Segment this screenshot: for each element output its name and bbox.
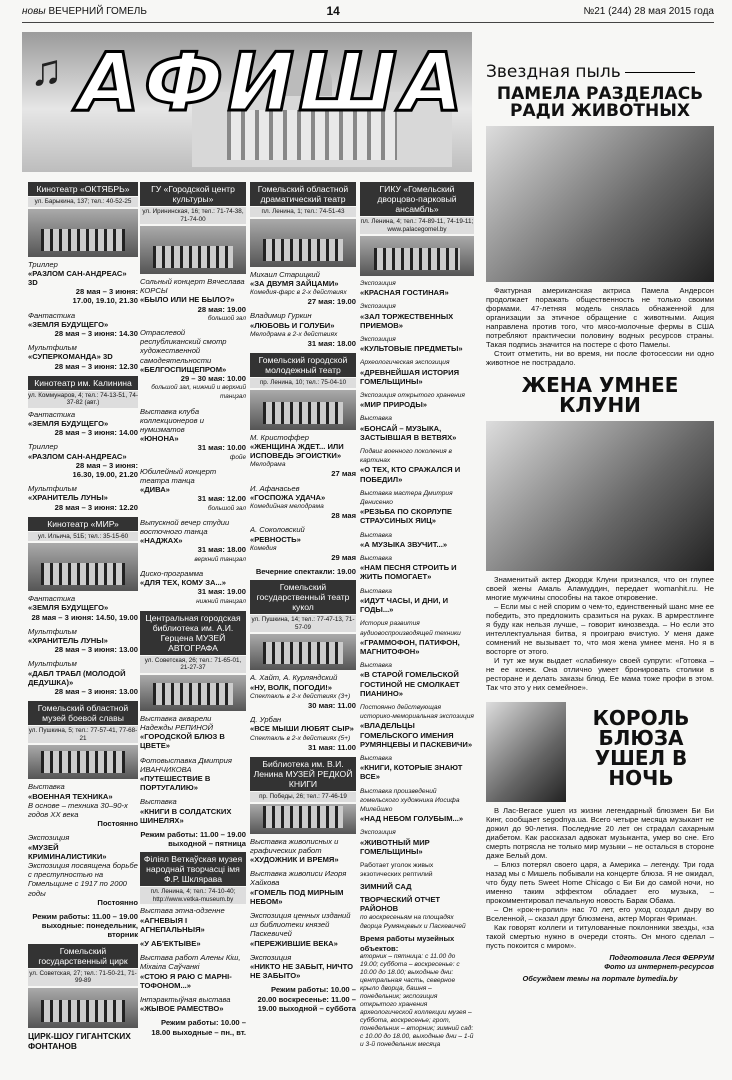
event bbox=[28, 833, 138, 907]
event-genre: Інтэрактыўная выстава bbox=[140, 994, 231, 1004]
event-dates: 31 мая: 19.00 bbox=[197, 587, 246, 597]
event-title: «ЗЕМЛЯ БУДУЩЕГО» bbox=[28, 319, 109, 329]
venue-address: ул. Советская, 26; тел.: 71-65-01, 21-27-37 bbox=[140, 656, 246, 673]
page-number: 14 bbox=[326, 4, 340, 18]
event bbox=[28, 410, 138, 438]
event-author: А. Хайт, А. Курляндский bbox=[250, 673, 338, 683]
event-place: большой зал bbox=[207, 314, 246, 322]
article-paragraph: – Блюз потерял своего царя, а Америка – легенду. Три года назад мы с Мишель побывали на концерте блюза. Я не ожидал, что буду петь Sweet Home Chicago с Би Би до самой ночи, но именно таким эффектом обладает его музыка, – прокомментировал печальную новость Барак Обама. bbox=[486, 860, 714, 905]
event-genre: Выставка bbox=[140, 797, 177, 807]
portal-footer[interactable]: Обсуждаем темы на портале bymedia.by bbox=[522, 974, 678, 983]
exhibit-genre: Экспозиция bbox=[360, 303, 396, 311]
column-theatres bbox=[250, 182, 356, 1072]
exhibit-title: «МИР ПРИРОДЫ» bbox=[360, 400, 428, 410]
event-times: 17.00, 19.10, 21.30 bbox=[72, 296, 138, 306]
exhibit-title: «ЖИВОТНЫЙ МИР ГОМЕЛЬЩИНЫ» bbox=[360, 837, 430, 856]
evening-shows: Вечерние спектакли: 19.00 bbox=[255, 567, 356, 577]
article-paragraph: – Если мы с ней спорим о чем-то, единственный шанс мне ее победить, это предложить сразиться на руках. В армрестлинге я буду как нельзя лучше, – говорит кинозвезда. – Но если это интеллектуальная битва, я проиграю вчистую. У меня даже сомнений не вызывает то, что моя жена умнее меня. Но я в восторге от этого. bbox=[486, 602, 714, 656]
exhibit-genre: Выставка bbox=[360, 531, 392, 539]
event-genre: Фантастика bbox=[28, 310, 76, 320]
venue-address: ул. Ирининская, 16; тел.: 71-74-38, 71-74-00 bbox=[140, 207, 246, 224]
venue-puppet-theatre: Гомельский государственный театр кукол bbox=[250, 580, 356, 614]
venue-address: ул. Коммунаров, 4; тел.: 74-13-51, 74-37-82 (авт.) bbox=[28, 391, 138, 407]
event-dates: 28 мая: 19.00 bbox=[197, 304, 246, 314]
event bbox=[28, 442, 138, 479]
event-title: «ЖЕНЩИНА ЖДЕТ... ИЛИ ИСПОВЕДЬ ЭГОИСТКИ» bbox=[250, 441, 344, 461]
venue-address: пл. Ленина, 4; тел.: 74-10-40; http://www.vetka-museum.by bbox=[140, 887, 246, 904]
event bbox=[28, 594, 138, 622]
article-paragraph: Стоит отметить, ни во время, ни после фотосессии ни одно животное не пострадало. bbox=[486, 349, 714, 367]
article-body bbox=[486, 575, 714, 692]
article-headline: КОРОЛЬ БЛЮЗА УШЕЛ В НОЧЬ bbox=[592, 706, 690, 790]
event-title: «НАДЖАХ» bbox=[140, 536, 183, 546]
exhibit-genre: Выставка произведений гомельского художника Иосифа Милейшко bbox=[360, 787, 460, 813]
photo-credit: Фото из интернет-ресурсов bbox=[604, 962, 714, 971]
event-genre: Мультфильм bbox=[28, 484, 77, 494]
venue-photo bbox=[28, 209, 138, 257]
event-genre: Экспозиция ценных изданий из библиотеки князей Паскевичей bbox=[250, 911, 351, 939]
event bbox=[250, 311, 356, 348]
exhibit-title: «А МУЗЫКА ЗВУЧИТ...» bbox=[360, 539, 448, 549]
event-genre: Отраслевой республиканский смотр художественной самодеятельности bbox=[140, 328, 227, 365]
header-rule bbox=[22, 22, 714, 23]
exhibit-title: «РЕЗЬБА ПО СКОРЛУПЕ СТРАУСИНЫХ ЯИЦ» bbox=[360, 507, 452, 526]
event-genre: Выставка клуба коллекционеров и нумизматов bbox=[140, 406, 204, 435]
event-place: нижний танцзал bbox=[196, 597, 246, 605]
library-hours: Режим работы: 10.00 – 20.00 воскресенье: 11.00 – 19.00 выходной – суббота bbox=[257, 985, 356, 1013]
event bbox=[140, 906, 246, 934]
event-genre: Фантастика bbox=[28, 409, 76, 419]
exhibit-item bbox=[360, 587, 474, 615]
event bbox=[28, 343, 138, 371]
lyre-icon: ♫ bbox=[30, 46, 63, 95]
venue-city-culture-center: ГУ «Городской центр культуры» bbox=[140, 182, 246, 206]
event-note: Комедийная мелодрама bbox=[250, 503, 324, 511]
hours-text: вторник – пятница: с 11.00 до 19.00; суббота – воскресенье: с 10.00 до 18.00; выходные дни: центральная часть, северное крыло дворца, башня – понедельник; экспозиция открытого хранения археологической коллекции музея – суббота, воскресенье; грот, понедельник – вторник; зимний сад: с 10.00 до 18.00, выходные дни – 1-й и 3-й понедельник месяца bbox=[360, 952, 474, 1048]
event-place: большой зал bbox=[207, 504, 246, 512]
library-hours: Режим работы: 11.00 – 19.00 выходной – пятница bbox=[140, 829, 246, 849]
event-title: «ЗЕМЛЯ БУДУЩЕГО» bbox=[28, 418, 109, 428]
event bbox=[250, 525, 356, 562]
event-title: «СУПЕРКОМАНДА» 3D bbox=[28, 352, 113, 362]
star-dust-section bbox=[486, 62, 714, 983]
venue-photo bbox=[140, 675, 246, 711]
article-photo bbox=[486, 702, 566, 802]
event-genre: Триллер bbox=[28, 442, 58, 452]
exhibit-title: «ВЛАДЕЛЬЦЫ ГОМЕЛЬСКОГО ИМЕНИЯ РУМЯНЦЕВЫ И ПАСКЕВИЧИ» bbox=[360, 721, 473, 749]
venue-drama-theatre: Гомельский областной драматический театр bbox=[250, 182, 356, 206]
event-genre: Триллер bbox=[28, 259, 58, 269]
article-photo bbox=[486, 126, 714, 282]
event-genre: Диско-программа bbox=[140, 568, 204, 578]
venue-address: пр. Ленина, 10; тел.: 75-04-10 bbox=[250, 378, 356, 388]
event-title: «МУЗЕЙ КРИМИНАЛИСТИКИ» bbox=[28, 842, 107, 861]
event bbox=[250, 953, 356, 981]
venue-oktyabr: Кинотеатр «ОКТЯБРЬ» bbox=[28, 182, 138, 196]
event-title: «ХУДОЖНИК И ВРЕМЯ» bbox=[250, 855, 339, 864]
exhibit-item bbox=[360, 391, 474, 409]
exhibit-genre: Выставка bbox=[360, 415, 392, 423]
event bbox=[28, 260, 138, 306]
event-genre: Выставка живописных и графических работ bbox=[250, 836, 339, 855]
event bbox=[140, 939, 246, 948]
exhibit-item bbox=[360, 489, 474, 526]
venue-military-museum: Гомельский областной музей боевой славы bbox=[28, 701, 138, 725]
event-title: «ЛЮБОВЬ И ГОЛУБИ» bbox=[250, 320, 335, 330]
exhibit-title: «ГРАММОФОН, ПАТИФОН, МАГНИТОФОН» bbox=[360, 637, 460, 656]
event-title: «ГОМЕЛЬ ПОД МИРНЫМ НЕБОМ» bbox=[250, 887, 344, 906]
event bbox=[250, 484, 356, 521]
masthead: новы ВЕЧЕРНИЙ ГОМЕЛЬ bbox=[22, 6, 147, 17]
event-place: большой зал, нижний и верхний танцзал bbox=[151, 384, 246, 401]
event bbox=[28, 627, 138, 655]
event-dates: 31 мая: 10.00 bbox=[197, 443, 246, 453]
event-genre: Экспозиция bbox=[28, 833, 70, 843]
event-title: «ГОСПОЖА УДАЧА» bbox=[250, 492, 326, 502]
event-dates: 28 мая bbox=[331, 511, 356, 521]
event-place: верхний танцзал bbox=[194, 555, 246, 563]
event-title: «ЗЕМЛЯ БУДУЩЕГО» bbox=[28, 603, 109, 613]
exhibit-item bbox=[360, 703, 474, 749]
article-body bbox=[486, 286, 714, 367]
venue-address: пл. Ленина, 4; тел.: 74-89-11, 74-19-11; www.palacegomel.by bbox=[360, 218, 474, 233]
event-dates: 28 мая – 3 июня: 12.30 bbox=[54, 361, 138, 371]
event-genre: Выставка живописи Игоря Хайкова bbox=[250, 869, 347, 888]
byline: Подготовила Леся ФЕРРУМ bbox=[609, 953, 714, 962]
event-genre: Выставка bbox=[28, 782, 65, 792]
exhibit-genre: Выставка мастера Дмитрия Денисенко bbox=[360, 489, 453, 507]
event-dates: 29 – 30 мая: 10.00 bbox=[180, 374, 246, 384]
exhibit-title: «ИДУТ ЧАСЫ, И ДНИ, И ГОДЫ...» bbox=[360, 595, 449, 615]
exhibit-title: «НАД НЕБОМ ГОЛУБЫМ...» bbox=[360, 814, 464, 824]
event-genre: Выставка акварели Надежды РЕПИНОЙ bbox=[140, 713, 214, 732]
exhibit-item bbox=[360, 302, 474, 330]
event-title: «РЕВНОСТЬ» bbox=[250, 534, 301, 544]
venue-address: ул. Ильича, 51Б; тел.: 35-15-60 bbox=[28, 532, 138, 542]
event bbox=[140, 714, 246, 751]
event bbox=[28, 659, 138, 696]
venue-photo bbox=[250, 219, 356, 267]
exhibit-genre: Экспозиция bbox=[360, 280, 396, 287]
event-dates: 28 мая – 3 июня: 12.20 bbox=[54, 502, 138, 512]
exhibit-title: «КУЛЬТОВЫЕ ПРЕДМЕТЫ» bbox=[360, 344, 463, 354]
article-paragraph: И тут же муж выдает «слабинку» своей супруги: «Готовка – не ее конек. Она отлично умеет бронировать столики в ресторане и делать заказы блюд. Ее мама тоже профи в этом. Так что это у них семейное». bbox=[486, 656, 714, 692]
event-author: И. Афанасьев bbox=[250, 483, 300, 493]
exhibit-genre: Выставка bbox=[360, 662, 392, 670]
event-genre: Выстава этна-одзенне bbox=[140, 906, 225, 916]
afisha-banner bbox=[22, 32, 472, 172]
exhibit-item bbox=[360, 554, 474, 582]
event bbox=[140, 569, 246, 606]
vetka-hours: Режим работы: 10.00 – 18.00 выходные – пн., вт. bbox=[151, 1018, 246, 1037]
event-title: «НИКТО НЕ ЗАБЫТ, НИЧТО НЕ ЗАБЫТО» bbox=[250, 962, 353, 981]
event bbox=[250, 673, 356, 710]
event-dates: 31 мая: 18.00 bbox=[197, 545, 246, 555]
venue-address: пр. Победы, 26; тел.: 77-46-19 bbox=[250, 792, 356, 802]
event-dates: 28 мая – 3 июня: 14.50, 19.00 bbox=[31, 612, 138, 622]
exhibit-item bbox=[360, 414, 474, 442]
article-photo bbox=[486, 421, 714, 571]
palace-exhibits bbox=[360, 279, 474, 856]
event-genre: Юбилейный концерт театра танца bbox=[140, 466, 217, 486]
exhibit-title: «ДРЕВНЕЙШАЯ ИСТОРИЯ ГОМЕЛЬЩИНЫ» bbox=[360, 367, 460, 386]
exhibit-title: «В СТАРОЙ ГОМЕЛЬСКОЙ ГОСТИНОЙ НЕ СМОЛКАЕТ ПИАНИНО» bbox=[360, 670, 460, 698]
venue-photo bbox=[250, 634, 356, 670]
event bbox=[140, 407, 246, 462]
event-title: «РАЗЛОМ САН-АНДРЕАС» bbox=[28, 451, 127, 461]
exhibit-item bbox=[360, 531, 474, 549]
event-title: «ХРАНИТЕЛЬ ЛУНЫ» bbox=[28, 636, 108, 646]
venue-photo bbox=[250, 804, 356, 834]
event-title: «ХРАНИТЕЛЬ ЛУНЫ» bbox=[28, 493, 108, 503]
event-note: В основе – техника 30–90-х годов XX века bbox=[28, 800, 128, 819]
exhibit-item bbox=[360, 828, 474, 856]
bb-king-block bbox=[486, 702, 714, 802]
exhibit-item bbox=[360, 619, 474, 656]
event-title: «ПЕРЕЖИВШИЕ ВЕКА» bbox=[250, 938, 338, 948]
event-mode: Постоянно bbox=[97, 897, 138, 907]
exhibit-genre: Подвиг военного поколения в картинах bbox=[360, 448, 452, 465]
article-paragraph: Фактурная американская актриса Памела Андерсон продолжает поражать общественность не только своими формами. 47-летняя модель снялась обнаженной для организации за этичное обращение с животными. Акция направлена против того, что мясо-молочные фермы в США потребляют практически половину водных ресурсов страны. Такая подпись значится на постере с фото Памелы. bbox=[486, 286, 714, 349]
exhibit-genre: Экспозиция bbox=[360, 336, 396, 344]
report-title: ТВОРЧЕСКИЙ ОТЧЕТ РАЙОНОВ bbox=[360, 894, 441, 913]
event-dates: 30 мая: 11.00 bbox=[308, 701, 356, 711]
event-note: Комедия-фарс в 2-х действиях bbox=[250, 288, 347, 296]
event-title: «ВСЕ МЫШИ ЛЮБЯТ СЫР» bbox=[250, 724, 354, 734]
event bbox=[140, 277, 246, 323]
event-genre: Мультфильм bbox=[28, 343, 77, 353]
article-paragraph: Как говорят коллеги и титулованные поклонники звезды, «за такой смертью нужно в очереди стоять. Он много сделал – пусть покоится с миром». bbox=[486, 923, 714, 950]
exhibit-item bbox=[360, 279, 474, 297]
exhibit-genre: Выставка bbox=[360, 587, 392, 595]
exhibit-title: «ЗАЛ ТОРЖЕСТВЕННЫХ ПРИЕМОВ» bbox=[360, 311, 454, 330]
venue-photo bbox=[250, 390, 356, 430]
event-dates: 27 мая bbox=[331, 469, 356, 479]
article-headline: ЖЕНА УМНЕЕ КЛУНИ bbox=[521, 373, 679, 417]
exhibit-genre: Археологическая экспозиция bbox=[360, 359, 450, 367]
event-genre: Экспозиция bbox=[250, 952, 292, 962]
exhibit-item bbox=[360, 447, 474, 484]
event-title: «БЫЛО ИЛИ НЕ БЫЛО?» bbox=[140, 295, 235, 305]
event-dates: 31 мая: 12.00 bbox=[197, 494, 246, 504]
event-author: Д. Урбан bbox=[250, 715, 282, 725]
event-title: «ДЛЯ ТЕХ, КОМУ ЗА...» bbox=[140, 578, 227, 588]
issue-info: №21 (244) 28 мая 2015 года bbox=[583, 6, 714, 17]
page-header bbox=[22, 6, 714, 22]
venue-photo bbox=[28, 745, 138, 779]
exhibit-title: «КНИГИ, КОТОРЫЕ ЗНАЮТ ВСЕ» bbox=[360, 763, 463, 782]
venue-lenin-library: Библиотека им. В.И. Ленина МУЗЕЙ РЕДКОЙ КНИГИ bbox=[250, 757, 356, 791]
event-title: «ДИВА» bbox=[140, 485, 170, 495]
venue-photo bbox=[360, 236, 474, 276]
column-cinemas bbox=[28, 182, 138, 1072]
report-note: по воскресеньям на площадях дворца Румянцевых и Паскевичей bbox=[360, 913, 466, 931]
event-genre: Выпускной вечер студии восточного танца bbox=[140, 517, 230, 537]
exhibit-title: «БОНСАЙ – МУЗЫКА, ЗАСТЫВШАЯ В ВЕТВЯХ» bbox=[360, 423, 457, 442]
exhibit-genre: Экспозиция bbox=[360, 829, 396, 837]
exhibit-title: «КРАСНАЯ ГОСТИНАЯ» bbox=[360, 288, 449, 298]
venue-photo bbox=[28, 543, 138, 591]
event-title: «ГОРОДСКОЙ БЛЮЗ В ЦВЕТЕ» bbox=[140, 732, 225, 751]
event-genre: Мультфильм bbox=[28, 626, 77, 636]
event bbox=[140, 518, 246, 564]
event-author: Владимир Гуркин bbox=[250, 311, 312, 321]
exhibit-item bbox=[360, 335, 474, 353]
column-culture-center bbox=[140, 182, 246, 1072]
museum-days-off: выходные: понедельник, вторник bbox=[41, 921, 138, 940]
event bbox=[250, 869, 356, 906]
event-dates: 28 мая – 3 июня: bbox=[75, 460, 138, 470]
event-genre: Фотовыставка Дмитрия ИВАНЧИКОВА bbox=[140, 755, 232, 774]
event-dates: 28 мая – 3 июня: 14.30 bbox=[54, 328, 138, 338]
article-headline: ПАМЕЛА РАЗДЕЛАСЬ РАДИ ЖИВОТНЫХ bbox=[496, 84, 704, 121]
article-paragraph: Знаменитый актер Джордж Клуни признался, что он глупее своей жены Амаль Аламуддин, передает womanhit.ru. Не многие мужчины способны на такое откровение. bbox=[486, 575, 714, 602]
winter-garden: ЗИМНИЙ САД bbox=[360, 882, 412, 892]
event bbox=[28, 782, 138, 828]
event-title: «У АБ'ЕКТЫВЕ» bbox=[140, 938, 201, 948]
exhibit-item bbox=[360, 754, 474, 782]
circus-photo bbox=[28, 988, 138, 1028]
event-times: 16.30, 19.00, 21.20 bbox=[72, 469, 138, 479]
exhibit-item bbox=[360, 661, 474, 698]
exhibit-title: «НАМ ПЕСНЯ СТРОИТЬ И ЖИТЬ ПОМОГАЕТ» bbox=[360, 563, 457, 582]
event-title: «КНИГИ В СОЛДАТСКИХ ШИНЕЛЯХ» bbox=[140, 806, 232, 825]
event-title: «ЮНОНА» bbox=[140, 434, 179, 444]
article-paragraph: – Он «рок-н-ролил» нас 70 лет, его уход создал дыру во Вселенной, – сказал друг блюзмена, актер Морган Фриман. bbox=[486, 905, 714, 923]
event bbox=[140, 328, 246, 402]
event-title: «ЖЫВОЕ РАМЕСТВО» bbox=[140, 1004, 224, 1014]
event-dates: 29 мая bbox=[331, 553, 356, 563]
hours-title: Время работы музейных объектов: bbox=[360, 934, 455, 953]
event bbox=[250, 837, 356, 865]
zoo-note: Работает уголок живых экзотических рептилий bbox=[360, 861, 434, 879]
event bbox=[140, 467, 246, 513]
event bbox=[28, 484, 138, 512]
venue-kalinina: Кинотеатр им. Калинина bbox=[28, 376, 138, 390]
venue-address: ул. Барыкина, 137; тел.: 40-52-25 bbox=[28, 197, 138, 207]
event bbox=[250, 911, 356, 948]
event-title: «ДАБЛ ТРАБЛ (МОЛОДОЙ ДЕДУШКА)» bbox=[28, 668, 126, 687]
event-title: «БЕЛГОСПИЩЕПРОМ» bbox=[140, 364, 227, 374]
museum-hours: Режим работы: 11.00 – 19.00 bbox=[32, 911, 138, 921]
event bbox=[140, 756, 246, 793]
event bbox=[140, 995, 246, 1013]
event bbox=[140, 953, 246, 990]
venue-photo bbox=[140, 226, 246, 274]
event-author: Михаил Старицкий bbox=[250, 269, 320, 279]
exhibit-item bbox=[360, 787, 474, 824]
event-note: Спектакль в 2-х действиях (3+) bbox=[250, 692, 351, 700]
venue-address: ул. Советская, 27; тел.: 71-50-21, 71-99-89 bbox=[29, 969, 137, 985]
event-note: Мелодрама bbox=[250, 461, 286, 469]
event-title: «ВОЕННАЯ ТЕХНИКА» bbox=[28, 791, 113, 801]
exhibit-genre: Выставка bbox=[360, 555, 392, 563]
event-note: Комедия bbox=[250, 544, 277, 552]
exhibit-genre: Выставка bbox=[360, 754, 392, 762]
event bbox=[250, 715, 356, 752]
event-title: «СТОЮ Я РАЮ С МАРНІ-ТОФОНОМ...» bbox=[140, 971, 232, 990]
event-author: А. Соколовский bbox=[250, 525, 305, 535]
event-author: М. Кристоффер bbox=[250, 432, 309, 442]
event-title: «РАЗЛОМ САН-АНДРЕАС» 3D bbox=[28, 268, 127, 287]
event-note: Экспозиция посвящена борьбе с преступностью на Гомельщине с 1917 по 2000 годы bbox=[28, 860, 138, 898]
exhibit-item bbox=[360, 358, 474, 386]
venue-youth-theatre: Гомельский городской молодежный театр bbox=[250, 353, 356, 377]
event-place: фойе bbox=[229, 453, 246, 461]
venue-address: ул. Пушкина, 5; тел.: 77-57-41, 77-68-21 bbox=[28, 727, 138, 742]
venue-herzen-library: Центральная городская библиотека им. А.И. Герцена МУЗЕЙ АВТОГРАФА bbox=[140, 611, 246, 655]
event bbox=[250, 433, 356, 479]
circus-show-title: ЦИРК-ШОУ ГИГАНТСКИХ ФОНТАНОВ bbox=[28, 1030, 131, 1051]
venue-address: пл. Ленина, 1; тел.: 74-51-43 bbox=[250, 207, 356, 217]
event-genre: Мультфильм bbox=[28, 659, 77, 669]
exhibit-genre: Постоянно действующая историко-мемориальная экспозиция bbox=[360, 703, 474, 721]
rubric-title: Звездная пыль bbox=[486, 62, 714, 82]
event-title: «НУ, ВОЛК, ПОГОДИ!» bbox=[250, 682, 332, 692]
venue-vetka-museum: Філіял Веткаўская музея народнай творчасці імя Ф.Р. Шклярава bbox=[140, 852, 246, 886]
venue-mir: Кинотеатр «МИР» bbox=[28, 517, 138, 531]
event bbox=[140, 797, 246, 825]
exhibit-genre: Экспозиция открытого хранения bbox=[360, 392, 465, 400]
article-paragraph: В Лас-Вегасе ушел из жизни легендарный блюзмен Би Би Кинг, сообщает segodnya.ua. Всего четыре месяца музыкант не дожил до 90-летия. Последние 20 лет он страдал сахарным диабетом. Как рассказал адвокат музыканта, умер во сне. Его смерть потрясла не только мир музыки – не осталься в стороне даже Белый дом. bbox=[486, 806, 714, 860]
venue-palace-ensemble: ГИКУ «Гомельский дворцово-парковый ансамбль» bbox=[360, 182, 474, 216]
exhibit-genre: История развития аудиовоспроизводящей техники bbox=[360, 620, 461, 637]
event-mode: Постоянно bbox=[97, 819, 138, 829]
event-title: «ЗА ДВУМЯ ЗАЙЦАМИ» bbox=[250, 278, 339, 288]
event bbox=[250, 270, 356, 307]
venue-circus: Гомельский государственный цирк bbox=[28, 944, 138, 968]
event-dates: 28 мая – 3 июня: 14.00 bbox=[54, 428, 138, 438]
event-dates: 28 мая – 3 июня: 13.00 bbox=[54, 687, 138, 697]
event-note: Мелодрама в 2-х действиях bbox=[250, 330, 338, 338]
event-dates: 28 мая – 3 июня: 13.00 bbox=[54, 645, 138, 655]
event-title: «ПУТЕШЕСТВИЕ В ПОРТУГАЛИЮ» bbox=[140, 773, 211, 793]
event-dates: 31 мая: 11.00 bbox=[308, 742, 356, 752]
venue-address: ул. Пушкина, 14; тел.: 77-47-13, 71-57-09 bbox=[251, 616, 355, 631]
event-dates: 27 мая: 19.00 bbox=[307, 297, 356, 307]
event-dates: 31 мая: 18.00 bbox=[307, 338, 356, 348]
afisha-title: АФИША bbox=[78, 36, 467, 129]
event-genre: Фантастика bbox=[28, 594, 76, 604]
event-note: Спектакль в 2-х действиях (5+) bbox=[250, 734, 351, 742]
event bbox=[28, 311, 138, 339]
event-genre: Выстава работ Алены Кіш, Міхаіла Саўчанкі bbox=[140, 953, 241, 972]
exhibit-title: «О ТЕХ, КТО СРАЖАЛСЯ И ПОБЕДИЛ» bbox=[360, 465, 461, 484]
event-dates: 28 мая – 3 июня: bbox=[75, 287, 138, 297]
article-body bbox=[486, 806, 714, 950]
event-title: «АГНЕВЫЯ І АГНЕПАЛЬНЫЯ» bbox=[140, 915, 205, 934]
column-palace bbox=[360, 182, 474, 1072]
event-genre: Сольный концерт Вячеслава КОРСЫ bbox=[140, 277, 245, 296]
